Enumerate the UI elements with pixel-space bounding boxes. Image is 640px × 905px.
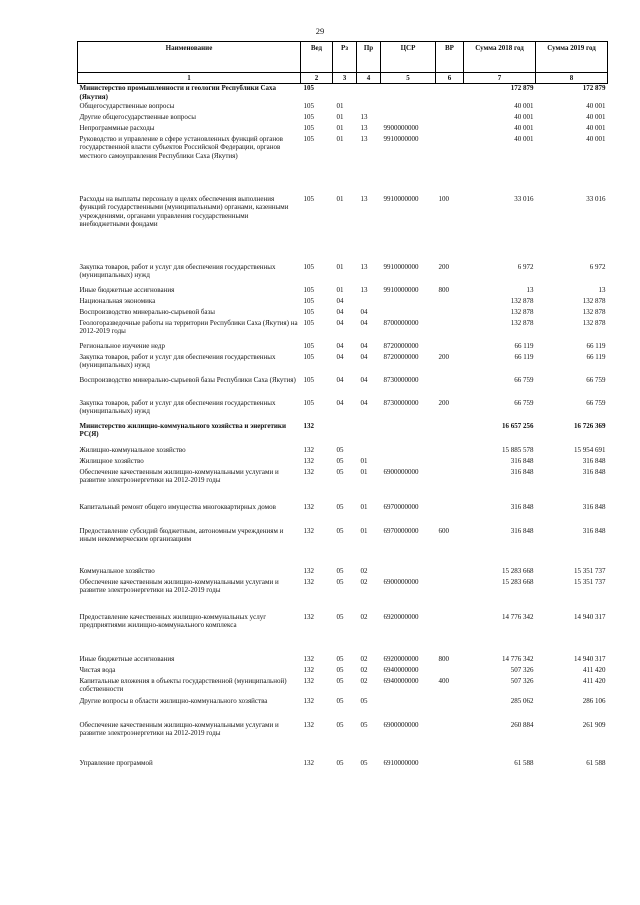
- table-row: [78, 655, 608, 666]
- row-name: Руководство и управление в сфере установленных функций органов государственной власти субъектов Российской Федерации, органов местного самоуправления Республики Саха (Якутия): [79, 134, 283, 160]
- row-ved: 132: [303, 577, 314, 586]
- table-row: [78, 319, 608, 342]
- column-number: 6: [436, 73, 464, 84]
- row-vr: [436, 613, 464, 655]
- row-pr: 13: [360, 194, 368, 203]
- row-ved: 132: [303, 421, 314, 430]
- row-vr: [436, 503, 464, 527]
- row-ved: 105: [303, 123, 314, 132]
- row-pr: 13: [360, 262, 368, 271]
- row-sum-2019: 15 954 691: [574, 445, 606, 454]
- row-csr: 6970000000: [383, 526, 419, 535]
- row-name: Жилищное хозяйство: [79, 456, 144, 465]
- header-sum-2019: Сумма 2019 год: [536, 42, 608, 73]
- row-name: Воспроизводство минерально-сырьевой базы: [79, 307, 215, 316]
- row-name: Геологоразведочные работы на территории Республики Саха (Якутия) на 2012-2019 годы: [79, 318, 298, 336]
- row-ved: 132: [303, 665, 314, 674]
- table-row: [78, 376, 608, 399]
- header-rz: Рз: [333, 42, 357, 73]
- page-number: 29: [315, 26, 325, 36]
- row-sum-2018: 33 016: [514, 194, 534, 203]
- column-number: 5: [381, 73, 436, 84]
- row-rz: 04: [336, 318, 344, 327]
- row-sum-2018: 285 062: [510, 696, 534, 705]
- row-vr: 800: [438, 654, 449, 663]
- row-sum-2018: 40 001: [514, 112, 534, 121]
- row-sum-2019: 316 848: [582, 526, 606, 535]
- table-row: [78, 113, 608, 124]
- row-pr: 13: [360, 123, 368, 132]
- row-csr: 6940000000: [383, 676, 419, 685]
- row-pr: 05: [360, 758, 368, 767]
- row-sum-2018: 132 878: [510, 318, 534, 327]
- row-name: Другие общегосударственные вопросы: [79, 112, 196, 121]
- row-pr: 04: [360, 341, 368, 350]
- table-row: [78, 503, 608, 527]
- row-sum-2019: 15 351 737: [574, 566, 606, 575]
- table-row: [78, 308, 608, 319]
- row-sum-2018: 66 759: [514, 398, 534, 407]
- row-rz: 04: [336, 352, 344, 361]
- row-name: Непрограммные расходы: [79, 123, 155, 132]
- row-rz: [333, 84, 357, 102]
- table-row: [78, 263, 608, 286]
- row-csr: [381, 446, 436, 457]
- row-ved: 105: [303, 101, 314, 110]
- table-row: [78, 353, 608, 376]
- row-name: Другие вопросы в области жилищно-коммунального хозяйства: [79, 696, 268, 705]
- row-pr: 13: [360, 112, 368, 121]
- row-name: Управление программой: [79, 758, 153, 767]
- row-csr: 8700000000: [383, 318, 419, 327]
- row-csr: 9910000000: [383, 262, 419, 271]
- row-sum-2018: 316 848: [510, 456, 534, 465]
- row-pr: [357, 422, 381, 446]
- row-ved: 105: [303, 398, 314, 407]
- table-row: [78, 457, 608, 468]
- row-ved: 105: [303, 134, 314, 143]
- row-sum-2018: 14 776 342: [502, 654, 534, 663]
- row-ved: 132: [303, 676, 314, 685]
- row-sum-2019: 132 878: [582, 296, 606, 305]
- header-name: Наименование: [78, 42, 301, 73]
- row-rz: 04: [336, 398, 344, 407]
- row-sum-2019: 15 351 737: [574, 577, 606, 586]
- row-sum-2018: 316 848: [510, 502, 534, 511]
- row-sum-2018: 13: [526, 285, 534, 294]
- row-ved: 132: [303, 696, 314, 705]
- row-ved: 132: [303, 612, 314, 621]
- row-vr: [436, 297, 464, 308]
- row-rz: 05: [336, 577, 344, 586]
- row-pr: 13: [360, 285, 368, 294]
- row-ved: 132: [303, 445, 314, 454]
- row-csr: [381, 422, 436, 446]
- row-sum-2019: 40 001: [586, 101, 606, 110]
- row-pr: 01: [360, 526, 368, 535]
- row-ved: 132: [303, 467, 314, 476]
- row-sum-2019: 66 119: [586, 352, 606, 361]
- row-ved: 132: [303, 758, 314, 767]
- row-csr: 8720000000: [383, 341, 419, 350]
- row-ved: 105: [303, 262, 314, 271]
- row-csr: [381, 697, 436, 721]
- row-pr: 04: [360, 398, 368, 407]
- row-sum-2018: 15 885 578: [502, 445, 534, 454]
- row-sum-2019: 13: [598, 285, 606, 294]
- table-row: [78, 102, 608, 113]
- table-row: [78, 399, 608, 422]
- row-pr: 01: [360, 456, 368, 465]
- row-sum-2019: 66 759: [586, 398, 606, 407]
- row-ved: 105: [303, 318, 314, 327]
- row-csr: [381, 457, 436, 468]
- row-vr: [436, 422, 464, 446]
- budget-table-body: [78, 84, 608, 771]
- row-csr: [381, 102, 436, 113]
- row-csr: [381, 297, 436, 308]
- row-sum-2019: 411 420: [583, 665, 606, 674]
- row-csr: 6920000000: [383, 654, 419, 663]
- row-sum-2019: 61 588: [586, 758, 606, 767]
- row-sum-2019: 316 848: [582, 456, 606, 465]
- row-ved: 105: [303, 285, 314, 294]
- row-rz: [333, 422, 357, 446]
- row-sum-2018: 16 657 256: [502, 421, 534, 430]
- row-csr: 8720000000: [383, 352, 419, 361]
- row-vr: [436, 457, 464, 468]
- row-sum-2019: 40 001: [586, 134, 606, 143]
- row-vr: 200: [438, 262, 449, 271]
- header-sum-2018: Сумма 2018 год: [464, 42, 536, 73]
- row-rz: 05: [336, 502, 344, 511]
- row-rz: 05: [336, 696, 344, 705]
- row-sum-2019: 14 940 317: [574, 654, 606, 663]
- column-number: 2: [301, 73, 333, 84]
- row-sum-2018: 172 879: [510, 84, 534, 93]
- row-csr: 6970000000: [383, 502, 419, 511]
- row-ved: 105: [303, 307, 314, 316]
- row-rz: 01: [336, 134, 344, 143]
- row-name: Министерство жилищно-коммунального хозяйства и энергетики РС(Я): [79, 421, 286, 439]
- row-pr: 01: [360, 502, 368, 511]
- column-number: 7: [464, 73, 536, 84]
- row-vr: [436, 376, 464, 399]
- row-pr: 02: [360, 566, 368, 575]
- row-csr: [381, 567, 436, 578]
- row-vr: 600: [438, 526, 449, 535]
- column-number: 8: [536, 73, 608, 84]
- row-name: Общегосударственные вопросы: [79, 101, 175, 110]
- row-name: Иные бюджетные ассигнования: [79, 654, 175, 663]
- row-sum-2018: 507 326: [510, 676, 534, 685]
- row-rz: 05: [336, 720, 344, 729]
- row-pr: 01: [360, 467, 368, 476]
- row-sum-2018: 6 972: [517, 262, 534, 271]
- table-row: [78, 578, 608, 613]
- row-sum-2019: 40 001: [586, 123, 606, 132]
- row-rz: 04: [336, 375, 344, 384]
- row-pr: 02: [360, 577, 368, 586]
- column-number: 4: [357, 73, 381, 84]
- row-csr: [381, 113, 436, 124]
- row-csr: 6900000000: [383, 577, 419, 586]
- row-rz: 01: [336, 101, 344, 110]
- row-vr: [436, 697, 464, 721]
- header-csr: ЦСР: [381, 42, 436, 73]
- row-sum-2019: 411 420: [583, 676, 606, 685]
- table-row: [78, 195, 608, 263]
- table-row: [78, 135, 608, 195]
- budget-table: [77, 41, 608, 771]
- row-sum-2019: 33 016: [586, 194, 606, 203]
- row-vr: 100: [438, 194, 449, 203]
- row-sum-2018: 507 326: [510, 665, 534, 674]
- row-sum-2019: 132 878: [582, 307, 606, 316]
- row-ved: 105: [303, 296, 314, 305]
- row-vr: [436, 567, 464, 578]
- row-csr: [381, 308, 436, 319]
- row-sum-2019: 316 848: [582, 502, 606, 511]
- row-rz: 05: [336, 445, 344, 454]
- row-vr: [436, 84, 464, 102]
- row-sum-2019: 66 759: [586, 375, 606, 384]
- row-name: Расходы на выплаты персоналу в целях обеспечения выполнения функций государственными (муниципальными) органами, казенными учреждениями, органами управления государственными внебюджетными фондами: [79, 194, 289, 229]
- row-sum-2018: 316 848: [510, 467, 534, 476]
- table-row: [78, 677, 608, 697]
- row-sum-2019: 40 001: [586, 112, 606, 121]
- row-sum-2019: 66 119: [586, 341, 606, 350]
- row-sum-2019: 286 106: [582, 696, 606, 705]
- row-ved: 105: [303, 341, 314, 350]
- row-rz: 05: [336, 758, 344, 767]
- row-sum-2018: 66 119: [514, 352, 534, 361]
- row-pr: 02: [360, 654, 368, 663]
- row-ved: 105: [303, 84, 314, 93]
- row-csr: 6900000000: [383, 720, 419, 729]
- row-ved: 132: [303, 526, 314, 535]
- row-pr: 05: [360, 720, 368, 729]
- row-rz: 05: [336, 456, 344, 465]
- row-rz: 05: [336, 612, 344, 621]
- row-rz: 05: [336, 676, 344, 685]
- column-number: 1: [78, 73, 301, 84]
- table-row: [78, 567, 608, 578]
- table-row: [78, 721, 608, 759]
- table-row: [78, 297, 608, 308]
- row-name: Воспроизводство минерально-сырьевой базы Республики Саха (Якутия): [79, 375, 296, 384]
- row-name: Капитальный ремонт общего имущества многоквартирных домов: [79, 502, 276, 511]
- row-name: Предоставление качественных жилищно-коммунальных услуг предприятиями жилищно-коммунального комплекса: [79, 612, 267, 630]
- header-row: [78, 42, 608, 73]
- row-sum-2019: 14 940 317: [574, 612, 606, 621]
- row-pr: [357, 297, 381, 308]
- row-csr: 9910000000: [383, 285, 419, 294]
- row-csr: 9910000000: [383, 194, 419, 203]
- row-sum-2019: 132 878: [582, 318, 606, 327]
- table-row: [78, 124, 608, 135]
- row-csr: 9900000000: [383, 123, 419, 132]
- row-sum-2018: 14 776 342: [502, 612, 534, 621]
- row-pr: [357, 84, 381, 102]
- row-rz: 05: [336, 526, 344, 535]
- row-pr: 04: [360, 352, 368, 361]
- row-sum-2018: 15 283 668: [502, 566, 534, 575]
- table-row: [78, 84, 608, 102]
- row-sum-2018: 61 588: [514, 758, 534, 767]
- row-rz: 04: [336, 296, 344, 305]
- row-csr: [381, 84, 436, 102]
- table-row: [78, 666, 608, 677]
- row-ved: 132: [303, 456, 314, 465]
- row-ved: 132: [303, 720, 314, 729]
- row-name: Закупка товаров, работ и услуг для обеспечения государственных (муниципальных) нужд: [79, 262, 276, 280]
- row-sum-2019: 16 726 369: [574, 421, 606, 430]
- row-name: Закупка товаров, работ и услуг для обеспечения государственных (муниципальных) нужд: [79, 352, 276, 370]
- row-rz: 01: [336, 285, 344, 294]
- row-name: Обеспечение качественным жилищно-коммунальными услугами и развитие электроэнергетики на 2012-2019 годы: [79, 577, 279, 595]
- column-number: 3: [333, 73, 357, 84]
- row-vr: [436, 124, 464, 135]
- row-pr: 02: [360, 612, 368, 621]
- row-pr: 02: [360, 665, 368, 674]
- header-pr: Пр: [357, 42, 381, 73]
- row-vr: 200: [438, 352, 449, 361]
- row-rz: 01: [336, 194, 344, 203]
- row-sum-2018: 66 759: [514, 375, 534, 384]
- row-rz: 04: [336, 307, 344, 316]
- row-rz: 05: [336, 654, 344, 663]
- table-row: [78, 759, 608, 771]
- row-sum-2018: 15 283 668: [502, 577, 534, 586]
- row-pr: 02: [360, 676, 368, 685]
- row-rz: 01: [336, 112, 344, 121]
- row-rz: 05: [336, 566, 344, 575]
- row-vr: [436, 342, 464, 353]
- row-csr: 6900000000: [383, 467, 419, 476]
- row-name: Капитальные вложения в объекты государственной (муниципальной) собственности: [79, 676, 287, 694]
- row-rz: 01: [336, 123, 344, 132]
- row-vr: [436, 721, 464, 759]
- row-ved: 105: [303, 194, 314, 203]
- row-vr: [436, 319, 464, 342]
- row-name: Обеспечение качественным жилищно-коммунальными услугами и развитие электроэнергетики на 2012-2019 годы: [79, 720, 279, 738]
- row-ved: 132: [303, 566, 314, 575]
- row-sum-2018: 40 001: [514, 134, 534, 143]
- row-pr: [357, 446, 381, 457]
- row-sum-2018: 40 001: [514, 101, 534, 110]
- table-row: [78, 527, 608, 567]
- table-row: [78, 613, 608, 655]
- row-name: Региональное изучение недр: [79, 341, 165, 350]
- row-sum-2018: 132 878: [510, 296, 534, 305]
- row-sum-2019: 261 909: [582, 720, 606, 729]
- row-vr: 200: [438, 398, 449, 407]
- row-name: Министерство промышленности и геологии Республики Саха (Якутия): [79, 84, 276, 101]
- row-pr: 04: [360, 307, 368, 316]
- row-sum-2018: 66 119: [514, 341, 534, 350]
- row-csr: 6920000000: [383, 612, 419, 621]
- row-ved: 105: [303, 352, 314, 361]
- row-sum-2019: 316 848: [582, 467, 606, 476]
- row-name: Предоставление субсидий бюджетным, автономным учреждениям и иным некоммерческим организациям: [79, 526, 284, 544]
- row-sum-2018: 260 884: [510, 720, 534, 729]
- row-rz: 01: [336, 262, 344, 271]
- table-row: [78, 468, 608, 503]
- table-row: [78, 422, 608, 446]
- row-vr: 800: [438, 285, 449, 294]
- row-name: Закупка товаров, работ и услуг для обеспечения государственных (муниципальных) нужд: [79, 398, 276, 416]
- row-rz: 05: [336, 665, 344, 674]
- row-sum-2019: 172 879: [582, 84, 606, 93]
- table-row: [78, 286, 608, 297]
- row-csr: 6940000000: [383, 665, 419, 674]
- row-name: Национальная экономика: [79, 296, 156, 305]
- row-pr: [357, 102, 381, 113]
- row-pr: 04: [360, 375, 368, 384]
- row-pr: 13: [360, 134, 368, 143]
- table-row: [78, 342, 608, 353]
- row-rz: 05: [336, 467, 344, 476]
- row-vr: [436, 759, 464, 771]
- row-ved: 132: [303, 654, 314, 663]
- row-csr: 8730000000: [383, 398, 419, 407]
- row-vr: [436, 102, 464, 113]
- row-vr: [436, 135, 464, 195]
- row-csr: 8730000000: [383, 375, 419, 384]
- row-vr: 400: [438, 676, 449, 685]
- row-name: Коммунальное хозяйство: [79, 566, 155, 575]
- row-rz: 04: [336, 341, 344, 350]
- row-csr: 9910000000: [383, 134, 419, 143]
- table-row: [78, 446, 608, 457]
- header-vr: ВР: [436, 42, 464, 73]
- row-name: Иные бюджетные ассигнования: [79, 285, 175, 294]
- row-vr: [436, 113, 464, 124]
- row-ved: 105: [303, 375, 314, 384]
- row-pr: 05: [360, 696, 368, 705]
- row-ved: 105: [303, 112, 314, 121]
- row-ved: 132: [303, 502, 314, 511]
- row-vr: [436, 666, 464, 677]
- row-pr: 04: [360, 318, 368, 327]
- column-number-row: [78, 73, 608, 84]
- row-sum-2019: 6 972: [589, 262, 606, 271]
- row-vr: [436, 308, 464, 319]
- row-vr: [436, 578, 464, 613]
- row-vr: [436, 468, 464, 503]
- row-name: Жилищно-коммунальное хозяйство: [79, 445, 186, 454]
- table-row: [78, 697, 608, 721]
- row-sum-2018: 132 878: [510, 307, 534, 316]
- row-sum-2018: 316 848: [510, 526, 534, 535]
- row-sum-2018: 40 001: [514, 123, 534, 132]
- row-vr: [436, 446, 464, 457]
- row-csr: 6910000000: [383, 758, 419, 767]
- row-name: Обеспечение качественным жилищно-коммунальными услугами и развитие электроэнергетики на 2012-2019 годы: [79, 467, 279, 485]
- row-name: Чистая вода: [79, 665, 116, 674]
- header-ved: Вед: [301, 42, 333, 73]
